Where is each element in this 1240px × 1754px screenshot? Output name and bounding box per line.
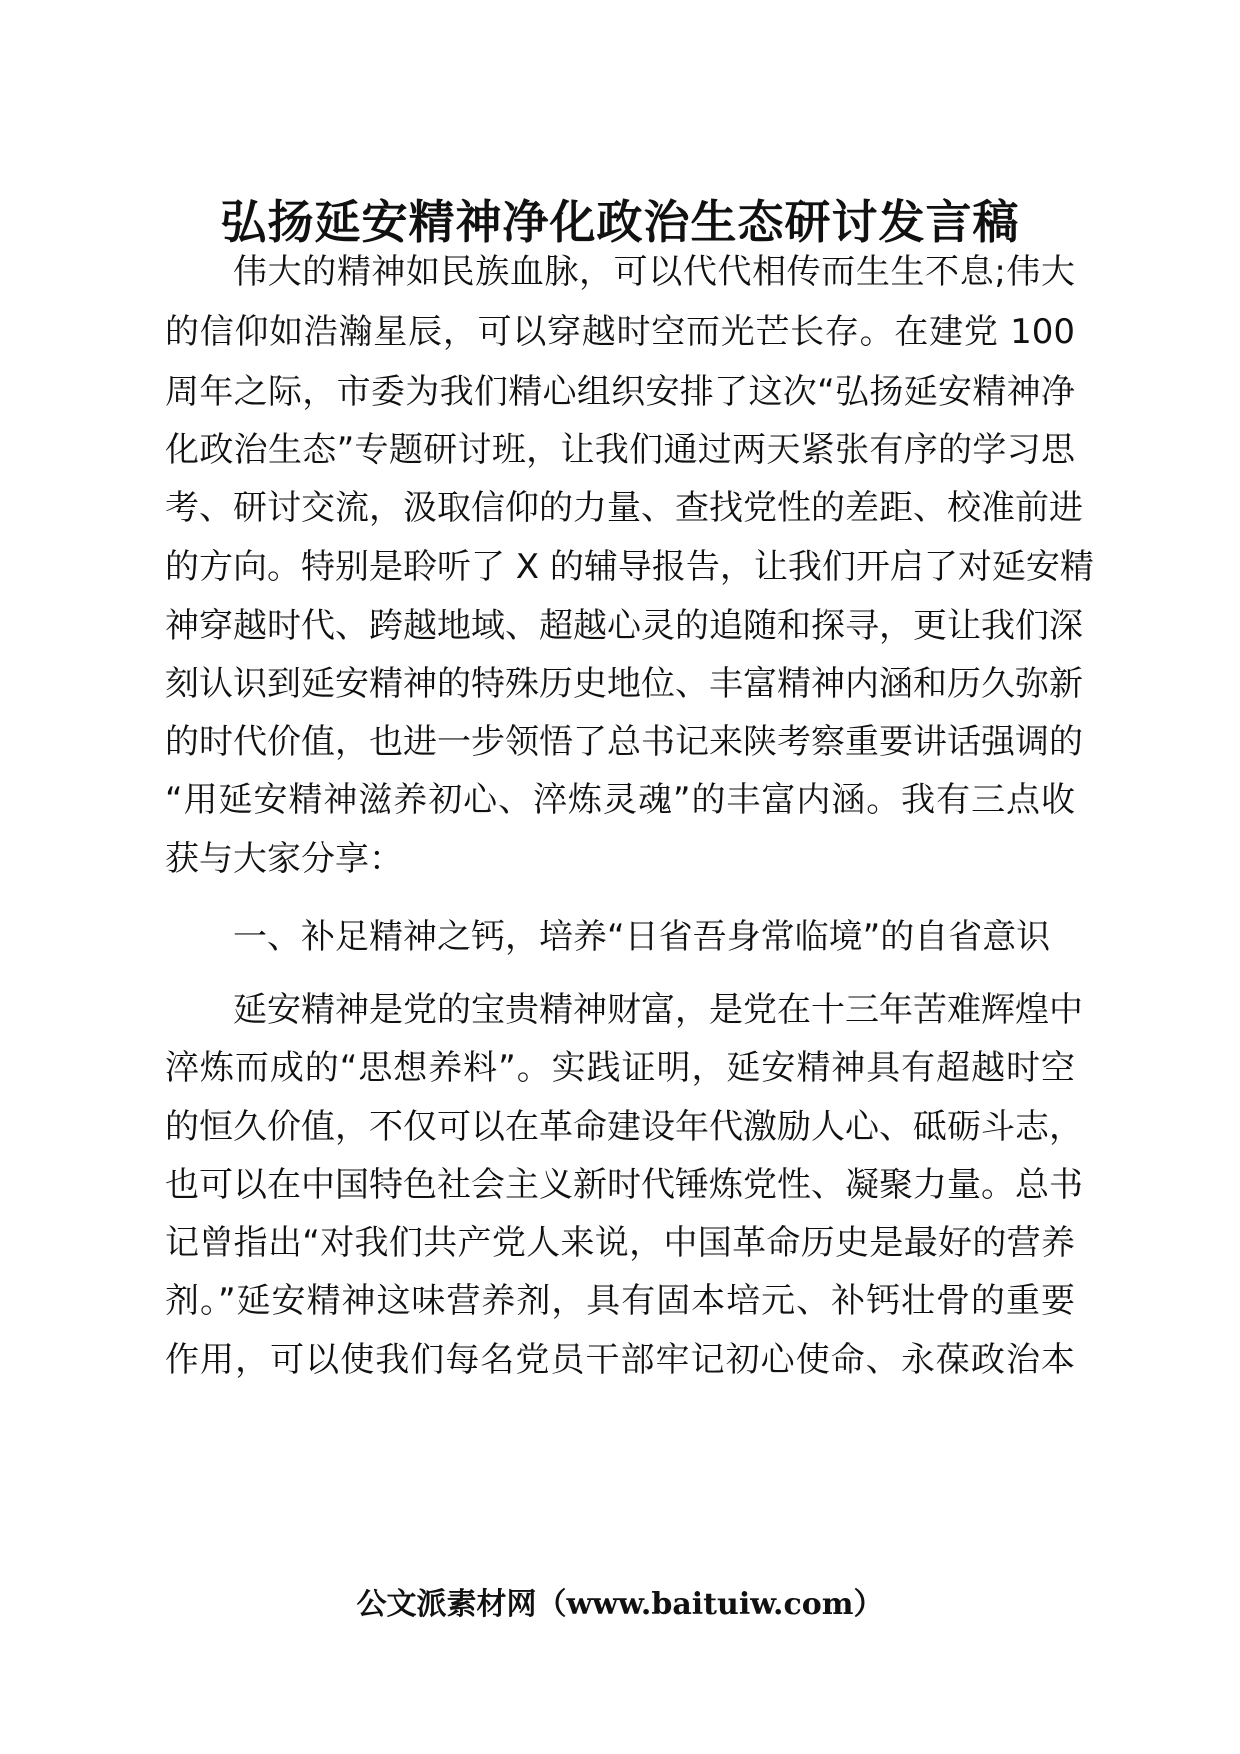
paragraph-2-line-4: 也可以在中国特色社会主义新时代锤炼党性、凝聚力量。总书 — [165, 1165, 1083, 1205]
paragraph-1-line-3: 周年之际，市委为我们精心组织安排了这次“弘扬延安精神净 — [165, 372, 1075, 412]
paragraph-2-line-3: 的恒久价值，不仅可以在革命建设年代激励人心、砥砺斗志， — [165, 1107, 1083, 1147]
paragraph-1-line-2: 的信仰如浩瀚星辰，可以穿越时空而光芒长存。在建党 100 — [165, 312, 1075, 352]
paragraph-1-line-5: 考、研讨交流，汲取信仰的力量、查找党性的差距、校准前进 — [165, 488, 1083, 528]
paragraph-1-line-4: 化政治生态”专题研讨班，让我们通过两天紧张有序的学习思 — [165, 430, 1075, 470]
paragraph-1-line-6: 的方向。特别是聆听了 X 的辅导报告，让我们开启了对延安精 — [165, 547, 1094, 587]
paragraph-1-line-10: “用延安精神滋养初心、淬炼灵魂”的丰富内涵。我有三点收 — [165, 780, 1075, 820]
paragraph-1-line-1: 伟大的精神如民族血脉，可以代代相传而生生不息;伟大 — [233, 252, 1075, 292]
section-heading-1: 一、补足精神之钙，培养“日省吾身常临境”的自省意识 — [233, 917, 1051, 957]
paragraph-2-line-5: 记曾指出“对我们共产党人来说，中国革命历史是最好的营养 — [165, 1223, 1075, 1263]
document-title: 弘扬延安精神净化政治生态研讨发言稿 — [220, 195, 1020, 249]
paragraph-2-line-2: 淬炼而成的“思想养料”。实践证明，延安精神具有超越时空 — [165, 1048, 1075, 1088]
footer-watermark-text: 公文派素材网（www.baituiw.com） — [356, 1587, 884, 1622]
paragraph-1-line-9: 的时代价值，也进一步领悟了总书记来陕考察重要讲话强调的 — [165, 722, 1083, 762]
paragraph-2-line-1: 延安精神是党的宝贵精神财富，是党在十三年苦难辉煌中 — [233, 990, 1083, 1030]
paragraph-1-line-11: 获与大家分享： — [165, 839, 403, 879]
paragraph-2-line-6: 剂。”延安精神这味营养剂，具有固本培元、补钙壮骨的重要 — [165, 1281, 1075, 1321]
paragraph-1-line-8: 刻认识到延安精神的特殊历史地位、丰富精神内涵和历久弥新 — [165, 664, 1083, 704]
paragraph-2-line-7: 作用，可以使我们每名党员干部牢记初心使命、永葆政治本 — [165, 1340, 1075, 1380]
paragraph-1-line-7: 神穿越时代、跨越地域、超越心灵的追随和探寻，更让我们深 — [165, 606, 1083, 646]
